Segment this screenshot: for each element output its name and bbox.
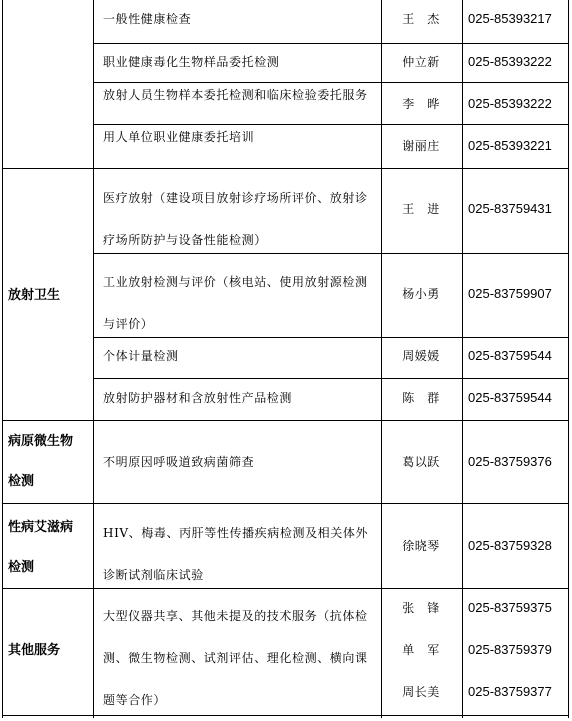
contact-phone: 025-83759544: [468, 348, 552, 363]
row-divider: [93, 124, 569, 125]
service-name: 工业放射检测与评价（核电站、使用放射源检测与评价）: [103, 275, 368, 331]
contact-person: 陈 群: [402, 391, 440, 405]
service-name: 大型仪器共享、其他未提及的技术服务（抗体检测、微生物检测、试剂评估、理化检测、横向课题等合作）: [103, 609, 368, 707]
contact-phone: 025-83759431: [468, 201, 552, 216]
contact-phone: 025-83759377: [468, 684, 552, 699]
category-std-aids-line1: 性病艾滋病: [8, 519, 74, 534]
section-divider: [2, 168, 569, 169]
category-pathogen-detection-line1: 病原微生物: [8, 433, 74, 448]
contact-person: 王 进: [402, 202, 440, 216]
category-radiation-health: 放射卫生: [8, 287, 61, 302]
contact-phone: 025-83759376: [468, 454, 552, 469]
service-name: 用人单位职业健康委托培训: [103, 130, 255, 144]
category-std-aids-line2: 检测: [8, 559, 35, 574]
contact-phone: 025-83759907: [468, 286, 552, 301]
table-column-divider: [93, 0, 94, 718]
contact-phone: 025-85393221: [468, 138, 552, 153]
contact-person: 谢丽庄: [402, 139, 440, 153]
category-pathogen-detection-line2: 检测: [8, 473, 35, 488]
service-name: HIV、梅毒、丙肝等性传播疾病检测及相关体外诊断试剂临床试验: [103, 526, 369, 582]
contact-phone: 025-83759544: [468, 390, 552, 405]
contact-phone: 025-83759328: [468, 538, 552, 553]
row-divider: [93, 378, 569, 379]
contact-phone: 025-83759379: [468, 642, 552, 657]
service-name: 放射防护器材和含放射性产品检测: [103, 391, 293, 405]
contact-person: 单 军: [402, 643, 440, 657]
contact-person: 张 锋: [402, 601, 440, 615]
contact-person: 李 晔: [402, 97, 440, 111]
contact-person: 杨小勇: [402, 287, 440, 301]
contact-phone: 025-83759375: [468, 600, 552, 615]
service-name: 医疗放射（建设项目放射诊疗场所评价、放射诊疗场所防护与设备性能检测）: [103, 191, 368, 247]
table-column-divider: [462, 0, 463, 718]
service-name: 放射人员生物样本委托检测和临床检验委托服务: [103, 88, 368, 102]
row-divider: [93, 43, 569, 44]
category-other-services: 其他服务: [8, 642, 61, 657]
table-border-right: [568, 0, 569, 718]
contact-phone: 025-85393217: [468, 11, 552, 26]
service-name: 不明原因呼吸道致病菌筛查: [103, 455, 255, 469]
service-name: 一般性健康检查: [103, 12, 192, 26]
contact-person: 王 杰: [402, 12, 440, 26]
contact-person: 葛以跃: [402, 455, 440, 469]
contact-person: 仲立新: [402, 55, 440, 69]
row-divider: [93, 82, 569, 83]
service-name: 个体计量检测: [103, 349, 179, 363]
contact-person: 徐晓琴: [402, 539, 440, 553]
section-divider: [2, 420, 569, 421]
service-name: 职业健康毒化生物样品委托检测: [103, 55, 280, 69]
section-divider: [2, 503, 569, 504]
contact-person: 周媛媛: [402, 349, 440, 363]
contact-person: 周长美: [402, 685, 440, 699]
table-border-left: [2, 0, 3, 718]
contact-phone: 025-85393222: [468, 96, 552, 111]
contact-phone: 025-85393222: [468, 54, 552, 69]
